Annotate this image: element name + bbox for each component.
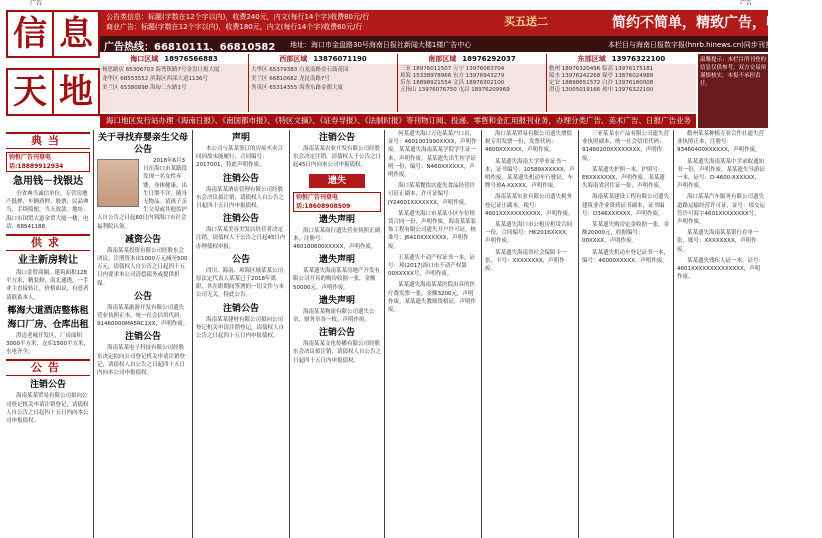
notice-body: 海口某某美容美发店经营者决定注销，请债权人于公告之日起45日内办理债权申报。	[196, 227, 286, 250]
column-8	[677, 130, 765, 538]
agent-area: 海口区域	[130, 55, 159, 63]
notice-title: 注销公告	[29, 380, 66, 391]
notice-body: 海口某某汽车服务有限公司遗失道路运输经营许可证，证号：琼交运管许可海字4601XXXXXXXX号，声明作废。	[677, 194, 766, 226]
logo-char-3: 天	[6, 68, 54, 116]
agent-line: 陵水 13976242268 保亭 13876024988	[549, 73, 654, 79]
notice-body: 海南某某贸易有限公司拟向公司登记机关申请注销登记，请债权人自公告之日起四十五日内向本公司申报债权。	[6, 393, 89, 425]
agent-line: 定安 18898651572 白沙 13976180008	[549, 80, 654, 86]
agent-line: 杨思路店 65306703 海秀镇路7号金盘日报大厦	[102, 67, 220, 73]
top-label-left: 广告	[30, 0, 43, 7]
column-6	[485, 130, 575, 538]
agent-phone: 13876071190	[313, 55, 367, 63]
notice-title: 注销公告	[222, 303, 259, 314]
notice-body: 海南某某文化传播有限公司经股东会决议拟注销，请债权人自公告之日起四十五日内申报债权。	[293, 341, 382, 364]
column-5	[388, 130, 478, 538]
agent-head	[398, 54, 546, 64]
notice-body: 海口某某餐饮店遗失食品经营许可证正副本，许可证编号：JY24601XXXXXXX，声明作废。	[388, 183, 476, 206]
promo-badge: 买五送二	[504, 15, 548, 28]
agent-area: 西部区域	[279, 55, 308, 63]
top-label-right: 广告	[740, 0, 753, 7]
ad-title: 海口厂房、仓库出租	[7, 319, 89, 330]
agent-phone: 18976292037	[462, 55, 516, 63]
agent-line: 乐东 18898921554 文昌 18976302100	[400, 80, 505, 86]
column-divider	[289, 130, 290, 538]
notice-body: 某某遗失海南某某医院出具的医疗费发票一张，金额3200元，声明作废。某某遗失教师资格证，声明作废。	[388, 282, 477, 314]
notice-body: 某某遗失海口市公租房租赁合同一份，合同编号：HK2016XXXX，声明作废。	[485, 222, 573, 245]
side-notice: 温馨提示：本栏目所刊登的信息仅供参考，双方交易须谨慎核实，本报不承担责任。	[698, 54, 768, 128]
notice-title: 遗失声明	[318, 295, 355, 306]
notice-body: 某某遗失残疾人证一本，证号：4601XXXXXXXXXXXXXX，声明作废。	[677, 257, 765, 281]
agent-col-4	[547, 54, 696, 112]
notice-body: 某某遗失海南某某房地产开发有限公司开具的购房收据一张，金额50000元，声明作废。	[293, 268, 381, 291]
notice-body: 某某遗失购房定金收据一张，金额20000元，收据编号：00XXXX，声明作废。	[582, 222, 670, 245]
notice-body: 海口某某商行遗失营业执照正副本，注册号：460100600XXXXX，声明作废。	[293, 227, 381, 251]
agent-phone: 18976566883	[164, 55, 218, 63]
column-divider	[384, 130, 385, 538]
notice-body: 四川、海南、琼海区域某某公司原法定代表人某某已于2018年离职，其在职期间签署的一切文件与本公司无关，特此公告。	[196, 267, 285, 299]
agent-line: 儋州 18976320496 临高 13976175181	[549, 66, 654, 72]
notice-title: 注销公告	[124, 332, 161, 343]
agent-table	[100, 54, 696, 112]
column-divider	[578, 130, 579, 538]
agent-head	[249, 54, 397, 64]
column-divider	[93, 130, 94, 538]
slogan: 简约不简单，精致广告，收益无限	[612, 15, 822, 31]
logo	[6, 10, 98, 128]
notice-body: 某某遗失海南某某银行存单一张，账号：XXXXXXXX，声明作废。	[677, 230, 759, 253]
ad-body: 全省典当诚信单位，专营房地产抵押、车辆质押、股票、民品典当，手续简便，当天放款。地址：海口市国贸大道金贸大厦一楼，电话：68541188。	[6, 191, 89, 230]
agent-area: 东部区域	[577, 55, 606, 63]
column-divider	[481, 130, 482, 538]
pricing-line-1: 公告类信息：标题(字数在12个字以内)，收费240元，内文(每行14个字)收费80元/行	[106, 13, 370, 21]
section-notice: 公告	[6, 359, 90, 376]
section-supply: 供求	[6, 234, 90, 251]
agent-lines	[251, 66, 349, 93]
notice-title: 注销公告	[222, 173, 259, 184]
column-4	[293, 130, 381, 538]
ad-phone-box: 钧恒广告刊登电话:18889912934	[6, 152, 90, 172]
notice-title: 遗失声明	[318, 214, 355, 225]
agent-lines	[549, 66, 653, 94]
notice-title: 注销公告	[222, 214, 259, 225]
notice-title: 公告	[231, 254, 250, 265]
agent-line: 澄迈 13005019166 琼中 13976322100	[549, 87, 654, 93]
website-note: 本栏目与海南日报数字报(hnrb.hinews.cn)同步刊发	[608, 41, 772, 49]
agent-line: 三亚 18976011507 万宁 13976063704	[400, 66, 505, 72]
section-pawn: 典当	[6, 132, 90, 149]
notice-body: 三亚某某水产品有限公司遗失营业执照副本，统一社会信用代码：91460200XXXXXXXX，声明作废。	[582, 131, 670, 162]
notice-body: 儋州某某种植专业合作社遗失营业执照正本，注册号：93460400XXXXXX，声明作废。	[677, 131, 765, 154]
agent-col-1	[100, 54, 249, 112]
notice-body: 海南某某电子科技有限公司经股东决定拟向公司登记机关申请注销登记，请债权人自公告之日起四十五日内向本公司申报债权。	[97, 345, 186, 377]
ticker-banner: 海口地区发行站办理《海南日报》、《南国都市报》、《特区文摘》、《证券导报》、《法制时报》等刊物订阅、投递、零售和金汇用报刊业务，办理分类广告、美术广告、日报广告业务	[100, 114, 696, 128]
top-strip	[0, 0, 768, 8]
agent-line: 美兰区 66810682 龙昆南路7号	[251, 76, 330, 82]
notice-body: 王某遗失不动产权证书一本，证号：琼(2017)海口市不动产权第00XXXXX号，声明作废。	[388, 254, 476, 278]
agent-line: 秀英区 65314355 海秀东路金都大厦	[251, 85, 343, 91]
pricing-bar	[100, 10, 822, 36]
column-divider	[192, 130, 193, 538]
agent-phone: 13976322100	[611, 55, 666, 63]
notice-title: 减资公告	[124, 234, 161, 245]
notice-body: 海南某某酒店管理有限公司经股东会决议拟注销，请债权人自公告之日起四十五日内申报债权。	[196, 186, 285, 210]
notice-body: 2018年6月3日在海口市某路段发现一名女性弃婴，身体健康，出生日期不详，随身无物品。请孩子亲生父母或其他监护人自公告之日起60日内到海口市社会福利院认领。	[97, 158, 188, 230]
notice-title: 遗失声明	[318, 255, 355, 266]
agent-head	[547, 54, 696, 64]
notice-body: 海南某某投资有限公司经股东会决议，注册资本由1000万元减至500万元，请债权人自公告之日起四十五日内要求本公司清偿债务或提供担保。	[97, 247, 188, 287]
logo-char-2: 息	[52, 10, 100, 58]
notice-title: 关于寻找弃婴亲生父母公告	[97, 133, 188, 155]
notice-body: 某某遗失海口市某某小区车位租赁合同一份，声明作废。海南某某装饰工程有限公司遗失开户许可证，核准号：J6410XXXXXXX，声明作废。	[388, 210, 477, 250]
pricing-line-2: 商业广告：标题(字数在12个字以内)，收费180元，内文(每行14个字)收费60元/行	[106, 23, 363, 31]
hotline: 广告热线：66810111、66810582	[104, 42, 276, 53]
ad-title: 椰海大道酒店整栋租	[7, 305, 89, 316]
ad-phone-box: 钧恒广告刊登电话:18608908509	[293, 192, 381, 212]
agent-head	[100, 54, 248, 64]
notice-body: 海南某某旅游开发有限公司遗失营业执照正本，统一社会信用代码：91460000MA5RC1XX，声明作废。	[97, 304, 189, 328]
address: 地址：海口市金盘路30号海南日报社新闻大楼1楼广告中心	[290, 41, 472, 49]
agent-line: 五指山 13976076750 屯昌 18976209969	[400, 87, 510, 93]
infant-photo	[97, 159, 139, 207]
agent-line: 琼海 15338978966 东方 13976943279	[400, 73, 505, 79]
notice-title: 注销公告	[318, 328, 355, 339]
column-divider	[673, 130, 674, 538]
notice-body: 海南某某建材有限公司拟向公司登记机关申请注销登记，请债权人自公告之日起四十五日内申报债权。	[196, 316, 285, 340]
hotline-bar	[100, 36, 772, 53]
agent-col-2	[249, 54, 398, 112]
column-2	[97, 130, 189, 538]
ad-body: 澄迈老城开发区，厂房面积3000平方米，仓库1500平方米，水电齐全。	[6, 332, 89, 356]
agent-line: 美兰区 65380898 海甸二东路1号	[102, 85, 187, 91]
agent-lines	[400, 66, 510, 94]
notice-body: 海南某某实业有限公司遗失税务登记证正副本，税号：4601XXXXXXXXXXX，声明作废。	[485, 194, 574, 217]
agent-col-3	[398, 54, 547, 112]
notice-body: 某某遗失机动车登记证书一本，编号：46000XXXXX，声明作废。	[582, 249, 670, 264]
column-3	[196, 130, 286, 538]
notice-body: 海南某某建设工程有限公司遗失建筑业企业资质证书副本，证书编号：D346XXXXXX，声明作废。	[582, 194, 670, 217]
notice-title: 注销公告	[318, 133, 355, 143]
logo-char-4: 地	[52, 68, 100, 116]
agent-lines	[102, 66, 220, 93]
notice-body: 何某遗失海口万达某某户口页，证号：4601001990XXXX，声明作废。某某遗失海南某某学院学生证一本，声明作废。某某遗失出生医学证明一份，编号：N460XXXXXX，声明作废。	[388, 131, 477, 179]
notice-body: 某某遗失海南省社会保障卡一张，卡号：XXXXXXXX，声明作废。	[485, 249, 567, 273]
notice-body: 某某遗失护照一本，护照号：E8XXXXXXX，声明作废。某某遗失海南省居住证一张，声明作废。	[582, 166, 665, 190]
ad-title: 急用钱－找银达	[13, 176, 83, 187]
notice-title: 公告	[133, 291, 152, 302]
agent-line: 大华区 65379383 白龙南路金石鼓花园	[251, 67, 349, 73]
notice-body: 某某遗失海南某某中学录取通知书一份，声明作废。某某遗失导游证一本，证号：D-4600-XXXXXX，声明作废。	[677, 158, 766, 190]
notice-body: 本公司与某某签订的房屋买卖合同因故未能履行，合同编号：2017001，特此声明作废。	[196, 146, 284, 169]
column-7	[582, 130, 670, 538]
notice-body: 海南某某物流有限公司遗失公章、财务章各一枚，声明作废。	[293, 308, 375, 324]
ad-title: 业主新房转让	[18, 255, 78, 267]
agent-line: 龙华区 68553552 滨海区西部大道1136号	[102, 76, 208, 82]
agent-area: 南部区域	[428, 55, 457, 63]
logo-char-1: 信	[6, 10, 54, 58]
masthead	[0, 10, 822, 128]
ad-body: 海口金贸商圈，建筑面积128平方米，精装修，南北通透，一手业主直接转让，价格面议，有意者请联系本人。	[6, 270, 89, 301]
notice-title: 声明	[231, 133, 250, 143]
notice-body: 某某遗失海南大学毕业证书一本，证书编号：10589XXXXXX，声明作废。某某遗失机动车行驶证，车牌号琼A·XXXXX，声明作废。	[485, 158, 575, 190]
column-1	[6, 130, 90, 538]
lost-section-badge: 遗失	[309, 174, 365, 188]
notice-body: 海口某某贸易有限公司遗失增值税专用发票一份，发票代码：4600XXXXXX，声明作废。	[485, 131, 573, 154]
notice-body: 海南某某农业开发有限公司经股东会决定注销，请债权人于公告之日起45日内向本公司申报债权。	[293, 146, 382, 169]
